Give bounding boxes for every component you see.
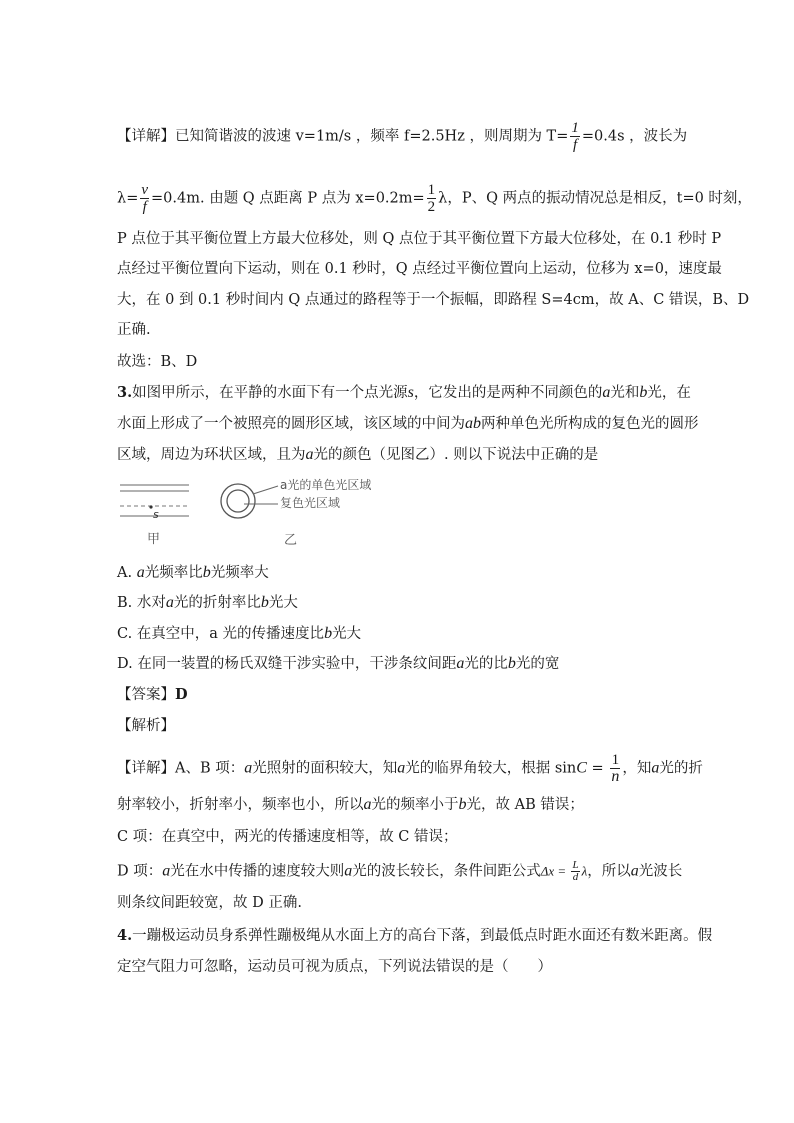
answer-line (117, 685, 188, 705)
fraction-L-over-d: $\frac{L}{d}$ (572, 859, 579, 883)
option-b: B. 水对a光的折射率比b光大 (117, 594, 298, 611)
q3-number: 3. (117, 384, 133, 401)
detail-tag: 【详解】 (117, 128, 175, 145)
q3-detail-line-1: 【详解】A、B 项：a光照射的面积较大，知a光的临界角较大，根据 sinC = $\frac{1}{n}$ ，知a光的折 (117, 752, 703, 785)
point-source-label: s (153, 508, 159, 521)
q3-line-2: 水面上形成了一个被照亮的圆形区域，该区域的中间为ab两种单色光所构成的复色光的圆形 (117, 415, 699, 432)
q4-number: 4. (117, 927, 133, 944)
q3-line-1: 3.如图甲所示，在平静的水面下有一个点光源s，它发出的是两种不同颜色的a光和b光，在 (117, 384, 691, 401)
figure-label-yi: 乙 (284, 533, 298, 548)
detail-line-2: λ= $\frac{v}{f}$ =0.4m. 由题 Q 点距离 P 点为 x=0.2m= $\frac{1}{2}$ λ，P、Q 两点的振动情况总是相反，t=0 时刻， (117, 182, 752, 215)
answer-tag: 【答案】 (117, 687, 175, 703)
analysis-tag: 【解析】 (117, 718, 175, 734)
detail-line-5: 大，在 0 到 0.1 秒时间内 Q 点通过的路程等于一个振幅，即路程 S=4cm，故 A、C 错误，B、D (117, 292, 750, 308)
option-d: D. 在同一装置的杨氏双缝干涉实验中，干涉条纹间距a光的比b光的宽 (117, 655, 560, 672)
leader-line-a (253, 486, 278, 494)
q3-figure (117, 474, 397, 552)
q3-detail-line-2: 射率较小，折射率小，频率也小，所以a光的频率小于b光，故 AB 错误； (117, 796, 584, 813)
option-a: A. a光频率比b光频率大 (117, 564, 269, 581)
choice-line: 故选：B、D (117, 354, 198, 370)
q3-detail-line-4: D 项：a光在水中传播的速度较大则a光的波长较长，条件间距公式Δx = $\frac{L}{d}$ λ，所以a光波长 (117, 859, 683, 883)
option-c: C. 在真空中，a 光的传播速度比b光大 (117, 625, 362, 642)
fraction-one-half: $\frac{1}{2}$ (427, 182, 436, 215)
label-a-region: a光的单色光区域 (280, 478, 372, 492)
q3-detail-line-5: 则条纹间距较宽，故 D 正确. (117, 895, 302, 911)
q3-line-3: 区域，周边为环状区域，且为a光的颜色（见图乙）. 则以下说法中正确的是 (117, 446, 599, 463)
label-mixed-region: 复色光区域 (280, 496, 341, 510)
fraction-1-over-n: $\frac{1}{n}$ (611, 752, 620, 785)
figure-label-jia: 甲 (147, 532, 161, 547)
detail-line-3: P 点位于其平衡位置上方最大位移处，则 Q 点位于其平衡位置下方最大位移处，在 0.1 秒时 P (117, 231, 722, 247)
q4-line-1: 4.一蹦极运动员身系弹性蹦极绳从水面上方的高台下落，到最低点时距水面还有数米距离。假 (117, 927, 713, 944)
fraction-v-over-f: $\frac{v}{f}$ (141, 182, 149, 215)
q4-line-2: 定空气阻力可忽略，运动员可视为质点，下列说法错误的是（ ） (117, 959, 552, 975)
q3-detail-line-3: C 项：在真空中，两光的传播速度相等，故 C 错误； (117, 829, 458, 845)
detail-line-4: 点经过平衡位置向下运动，则在 0.1 秒时，Q 点经过平衡位置向上运动，位移为 x=0，速度最 (117, 261, 722, 277)
detail-line-6: 正确. (117, 322, 151, 338)
inner-circle (227, 490, 249, 512)
fraction-1-over-f: $\frac{1}{f}$ (571, 120, 579, 153)
detail-line-1: 【详解】已知简谐波的波速 v=1m/s ，频率 f=2.5Hz ，则周期为 T= $\frac{1}{f}$ =0.4s ，波长为 (117, 120, 688, 153)
answer-value: D (175, 686, 188, 703)
outer-ring (221, 484, 255, 518)
